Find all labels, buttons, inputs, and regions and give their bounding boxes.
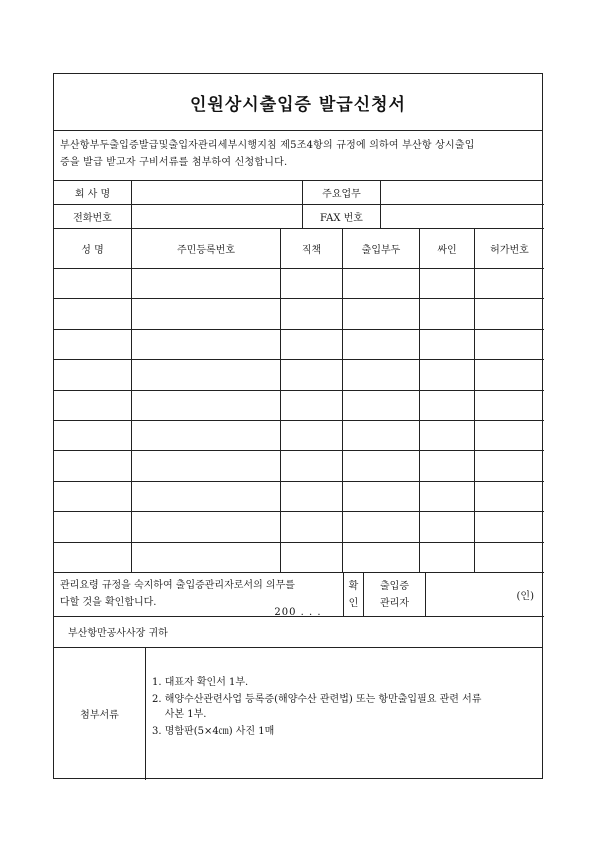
position-cell[interactable] — [281, 299, 343, 329]
pier-cell[interactable] — [343, 330, 420, 360]
position-cell[interactable] — [281, 451, 343, 481]
permit-number-cell[interactable] — [475, 451, 544, 481]
pier-cell[interactable] — [343, 360, 420, 390]
permit-number-cell[interactable] — [475, 543, 544, 573]
fax-label: FAX 번호 — [303, 205, 381, 229]
name-cell[interactable] — [54, 391, 132, 421]
seal-mark: (인) — [516, 591, 534, 602]
header-name: 성 명 — [54, 229, 132, 269]
position-cell[interactable] — [281, 512, 343, 542]
position-cell[interactable] — [281, 360, 343, 390]
pier-cell[interactable] — [343, 543, 420, 573]
intro-line-2: 증을 발급 받고자 구비서류를 첨부하여 신청합니다. — [60, 157, 288, 168]
form-title: 인원상시출입증 발급신청서 — [54, 74, 542, 131]
signature-cell[interactable] — [420, 269, 475, 299]
attachments-list — [152, 675, 540, 741]
header-resident-number: 주민등록번호 — [132, 229, 281, 269]
name-cell[interactable] — [54, 512, 132, 542]
permit-number-cell[interactable] — [475, 330, 544, 360]
confirm-line-1: 관리요령 규정을 숙지하여 출입증관리자로서의 의무를 — [60, 580, 295, 591]
intro-line-1: 부산항부두출입증발급및출입자관리세부시행지침 제5조4항의 규정에 의하여 부산항 상시출입 — [60, 140, 475, 151]
manager-label-2: 관리자 — [380, 597, 409, 609]
form-intro — [54, 131, 542, 181]
pier-cell[interactable] — [343, 512, 420, 542]
attachment-item: 2. 해양수산관련사업 등록증(해양수산 관련법) 또는 항만출입필요 관련 서류 — [152, 694, 482, 705]
pier-cell[interactable] — [343, 269, 420, 299]
name-cell[interactable] — [54, 360, 132, 390]
resident-number-cell[interactable] — [132, 330, 281, 360]
signature-cell[interactable] — [420, 482, 475, 512]
addressee: 부산항만공사사장 귀하 — [68, 628, 168, 639]
business-field[interactable] — [381, 181, 544, 205]
permit-number-cell[interactable] — [475, 269, 544, 299]
pier-cell[interactable] — [343, 421, 420, 451]
signature-cell[interactable] — [420, 512, 475, 542]
company-name-label: 회 사 명 — [54, 181, 132, 205]
name-cell[interactable] — [54, 421, 132, 451]
pier-cell[interactable] — [343, 451, 420, 481]
phone-field[interactable] — [132, 205, 303, 229]
resident-number-cell[interactable] — [132, 512, 281, 542]
header-position: 직책 — [281, 229, 343, 269]
signature-cell[interactable] — [420, 421, 475, 451]
position-cell[interactable] — [281, 482, 343, 512]
attachment-item: 3. 명함판(5×4㎝) 사진 1매 — [152, 726, 275, 737]
signature-cell[interactable] — [420, 330, 475, 360]
signature-cell[interactable] — [420, 451, 475, 481]
permit-number-cell[interactable] — [475, 421, 544, 451]
resident-number-cell[interactable] — [132, 391, 281, 421]
resident-number-cell[interactable] — [132, 269, 281, 299]
resident-number-cell[interactable] — [132, 451, 281, 481]
permit-number-cell[interactable] — [475, 360, 544, 390]
confirm-label-1: 확 — [348, 580, 359, 592]
manager-label-1: 출입증 — [380, 580, 409, 592]
resident-number-cell[interactable] — [132, 482, 281, 512]
confirm-line-2: 다할 것을 확인합니다. — [60, 597, 157, 608]
permit-number-cell[interactable] — [475, 512, 544, 542]
position-cell[interactable] — [281, 269, 343, 299]
name-cell[interactable] — [54, 543, 132, 573]
name-cell[interactable] — [54, 299, 132, 329]
name-cell[interactable] — [54, 330, 132, 360]
signature-cell[interactable] — [420, 299, 475, 329]
header-permit-number: 허가번호 — [475, 229, 544, 269]
permit-number-cell[interactable] — [475, 391, 544, 421]
phone-label: 전화번호 — [54, 205, 132, 229]
position-cell[interactable] — [281, 330, 343, 360]
name-cell[interactable] — [54, 269, 132, 299]
company-name-field[interactable] — [132, 181, 303, 205]
signature-cell[interactable] — [420, 543, 475, 573]
resident-number-cell[interactable] — [132, 299, 281, 329]
position-cell[interactable] — [281, 421, 343, 451]
attachments-label: 첨부서류 — [54, 647, 146, 780]
permit-number-cell[interactable] — [475, 482, 544, 512]
attachment-item: 1. 대표자 확인서 1부. — [152, 677, 249, 688]
pier-cell[interactable] — [343, 391, 420, 421]
business-label: 주요업무 — [303, 181, 381, 205]
header-pier: 출입부두 — [343, 229, 420, 269]
confirm-label-2: 인 — [348, 597, 359, 609]
name-cell[interactable] — [54, 451, 132, 481]
attachment-item: 사본 1부. — [152, 709, 207, 720]
resident-number-cell[interactable] — [132, 421, 281, 451]
application-form — [53, 73, 543, 779]
permit-number-cell[interactable] — [475, 299, 544, 329]
signature-cell[interactable] — [420, 360, 475, 390]
resident-number-cell[interactable] — [132, 360, 281, 390]
resident-number-cell[interactable] — [132, 543, 281, 573]
pier-cell[interactable] — [343, 299, 420, 329]
position-cell[interactable] — [281, 391, 343, 421]
fax-field[interactable] — [381, 205, 544, 229]
header-signature: 싸인 — [420, 229, 475, 269]
position-cell[interactable] — [281, 543, 343, 573]
pier-cell[interactable] — [343, 482, 420, 512]
date-line: 200 . . . — [274, 607, 322, 618]
name-cell[interactable] — [54, 482, 132, 512]
signature-cell[interactable] — [420, 391, 475, 421]
